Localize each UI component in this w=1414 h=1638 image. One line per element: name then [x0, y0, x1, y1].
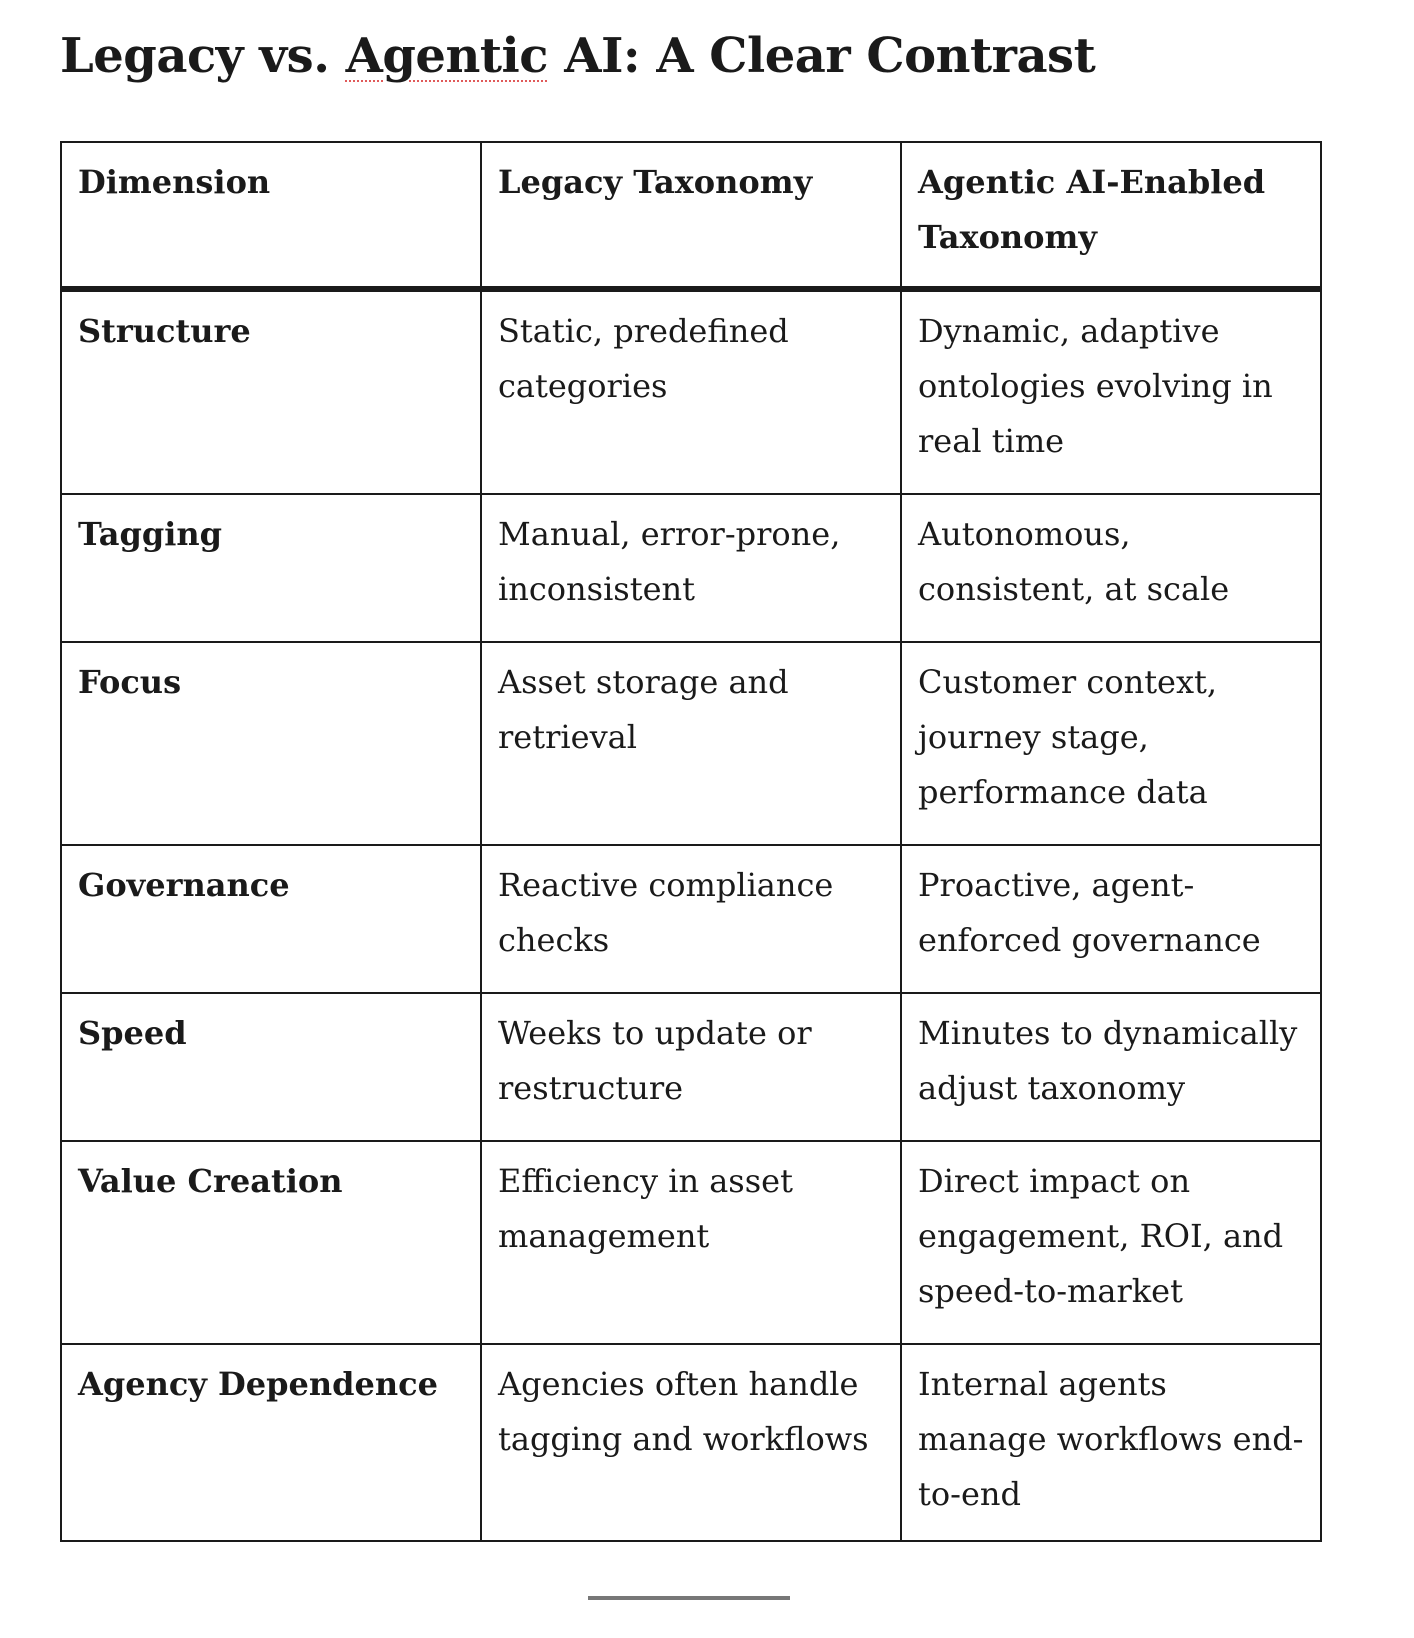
table-row	[61, 642, 1321, 845]
cell-dimension: Value Creation	[61, 1141, 481, 1344]
section-divider	[588, 1596, 790, 1600]
cell-agentic: Direct impact on engagement, ROI, and speed-to-market	[901, 1141, 1321, 1344]
table-row	[61, 1141, 1321, 1344]
cell-agentic: Autonomous, consistent, at scale	[901, 494, 1321, 642]
cell-legacy: Asset storage and retrieval	[481, 642, 901, 845]
cell-legacy: Efficiency in asset management	[481, 1141, 901, 1344]
cell-dimension: Tagging	[61, 494, 481, 642]
cell-legacy: Manual, error-prone, inconsistent	[481, 494, 901, 642]
table-row	[61, 1344, 1321, 1541]
cell-dimension: Structure	[61, 289, 481, 494]
cell-legacy: Agencies often handle tagging and workflows	[481, 1344, 901, 1541]
table-row	[61, 494, 1321, 642]
table-row	[61, 845, 1321, 993]
cell-agentic: Dynamic, adaptive ontologies evolving in real time	[901, 289, 1321, 494]
cell-agentic: Customer context, journey stage, performance data	[901, 642, 1321, 845]
cell-dimension: Agency Dependence	[61, 1344, 481, 1541]
table-row	[61, 993, 1321, 1141]
cell-dimension: Speed	[61, 993, 481, 1141]
table-header-row	[61, 142, 1321, 289]
cell-dimension: Governance	[61, 845, 481, 993]
cell-agentic: Proactive, agent-enforced governance	[901, 845, 1321, 993]
header-agentic-taxonomy: Agentic AI-Enabled Taxonomy	[901, 142, 1321, 289]
title-flagged-word[interactable]: Agentic	[345, 28, 548, 84]
title-text-before: Legacy vs.	[60, 28, 346, 84]
header-legacy-taxonomy: Legacy Taxonomy	[481, 142, 901, 289]
cell-legacy: Weeks to update or restructure	[481, 993, 901, 1141]
cell-legacy: Static, predefined categories	[481, 289, 901, 494]
cell-agentic: Internal agents manage workflows end-to-end	[901, 1344, 1321, 1541]
cell-legacy: Reactive compliance checks	[481, 845, 901, 993]
comparison-table	[60, 141, 1322, 1542]
header-dimension: Dimension	[61, 142, 481, 289]
page-title	[60, 24, 1095, 88]
table-row	[61, 289, 1321, 494]
cell-agentic: Minutes to dynamically adjust taxonomy	[901, 993, 1321, 1141]
title-text-after: AI: A Clear Contrast	[548, 28, 1096, 84]
cell-dimension: Focus	[61, 642, 481, 845]
